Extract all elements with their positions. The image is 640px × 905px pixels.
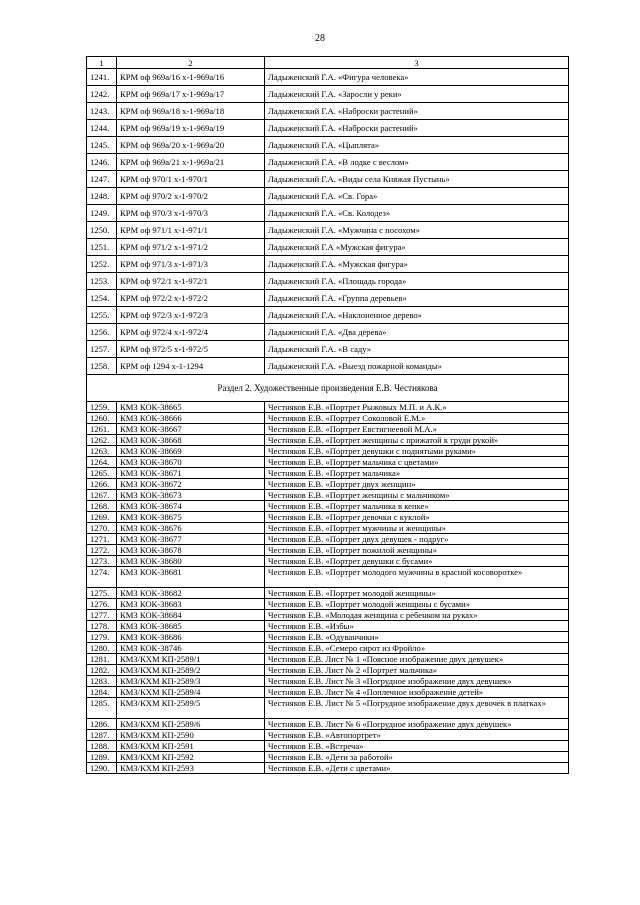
row-number: 1268. — [87, 501, 117, 512]
artwork-description: Честняков Е.В. «Портрет Соколовой Е.М.» — [265, 413, 569, 424]
row-number: 1254. — [87, 290, 117, 307]
inventory-code: КМЗ КОК-38678 — [117, 545, 265, 556]
table-row — [87, 402, 569, 413]
inventory-code: КМЗ КОК-38676 — [117, 523, 265, 534]
row-number: 1280. — [87, 643, 117, 654]
artwork-description: Честняков Е.В. «Встреча» — [265, 741, 569, 752]
artwork-description: Честняков Е.В. «Портрет мальчика» — [265, 468, 569, 479]
row-number: 1273. — [87, 556, 117, 567]
table-row — [87, 632, 569, 643]
header-row — [87, 57, 569, 69]
inventory-code: КМЗ/КХМ КП-2589/2 — [117, 665, 265, 676]
artwork-description: Честняков Е.В. «Одуванчики» — [265, 632, 569, 643]
table-row — [87, 556, 569, 567]
artwork-description: Честняков Е.В. Лист № 3 «Погрудное изображение двух девушек» — [265, 676, 569, 687]
table-row — [87, 69, 569, 86]
row-number: 1263. — [87, 446, 117, 457]
inventory-code: КРМ оф 970/2 х-1-970/2 — [117, 188, 265, 205]
artwork-description: Честняков Е.В. «Портрет мужчины и женщины» — [265, 523, 569, 534]
artwork-description: Ладыженский Г.А. «Св. Гора» — [265, 188, 569, 205]
section-row — [87, 375, 569, 402]
artwork-description: Ладыженский Г.А. «Мужская фигура» — [265, 256, 569, 273]
artwork-description: Честняков Е.В. «Портрет молодого мужчины в красной косоворотке» — [265, 567, 569, 588]
page-number: 28 — [315, 33, 325, 44]
inventory-code: КРМ оф 969а/21 х-1-969а/21 — [117, 154, 265, 171]
artwork-description: Честняков Е.В. «Портрет мальчика с цветами» — [265, 457, 569, 468]
row-number: 1286. — [87, 719, 117, 730]
table-row — [87, 457, 569, 468]
artwork-description: Ладыженский Г.А. «Цыплята» — [265, 137, 569, 154]
row-number: 1276. — [87, 599, 117, 610]
row-number: 1277. — [87, 610, 117, 621]
row-number: 1258. — [87, 358, 117, 375]
inventory-code: КМЗ КОК-38675 — [117, 512, 265, 523]
inventory-code: КМЗ/КХМ КП-2589/6 — [117, 719, 265, 730]
row-number: 1274. — [87, 567, 117, 588]
table-row — [87, 468, 569, 479]
inventory-code: КМЗ КОК-38669 — [117, 446, 265, 457]
inventory-code: КРМ оф 970/1 х-1-970/1 — [117, 171, 265, 188]
inventory-code: КМЗ КОК-38667 — [117, 424, 265, 435]
artwork-description: Честняков Е.В. Лист № 1 «Поясное изображение двух девушек» — [265, 654, 569, 665]
table-row — [87, 290, 569, 307]
row-number: 1275. — [87, 588, 117, 599]
row-number: 1262. — [87, 435, 117, 446]
table-row — [87, 273, 569, 290]
table-row — [87, 621, 569, 632]
table-row — [87, 307, 569, 324]
inventory-code: КМЗ КОК-38672 — [117, 479, 265, 490]
inventory-code: КМЗ КОК-38668 — [117, 435, 265, 446]
row-number: 1255. — [87, 307, 117, 324]
row-number: 1260. — [87, 413, 117, 424]
row-number: 1270. — [87, 523, 117, 534]
artwork-description: Честняков Е.В. «Портрет пожилой женщины» — [265, 545, 569, 556]
artwork-description: Честняков Е.В. «Дети с цветами» — [265, 763, 569, 774]
row-number: 1288. — [87, 741, 117, 752]
inventory-code: КМЗ КОК-38683 — [117, 599, 265, 610]
table-row — [87, 205, 569, 222]
table-row — [87, 341, 569, 358]
inventory-code: КМЗ КОК-38680 — [117, 556, 265, 567]
row-number: 1243. — [87, 103, 117, 120]
row-number: 1244. — [87, 120, 117, 137]
row-number: 1287. — [87, 730, 117, 741]
artwork-description: Честняков Е.В. «Портрет Евстигнеевой М.А.» — [265, 424, 569, 435]
row-number: 1252. — [87, 256, 117, 273]
artwork-description: Ладыженский Г.А. «Площадь города» — [265, 273, 569, 290]
inventory-code: КМЗ/КХМ КП-2590 — [117, 730, 265, 741]
artwork-description: Честняков Е.В. «Портрет Рыжовых М.П. и А.К.» — [265, 402, 569, 413]
table-row — [87, 324, 569, 341]
table-row — [87, 171, 569, 188]
table-row — [87, 512, 569, 523]
artwork-description: Ладыженский Г.А. «Фигура человека» — [265, 69, 569, 86]
table-row — [87, 741, 569, 752]
artwork-description: Ладыженский Г.А «Мужская фигура» — [265, 239, 569, 256]
inventory-code: КМЗ КОК-38746 — [117, 643, 265, 654]
table-row — [87, 752, 569, 763]
row-number: 1256. — [87, 324, 117, 341]
artwork-description: Ладыженский Г.А. «Мужчина с посохом» — [265, 222, 569, 239]
table-row — [87, 665, 569, 676]
artwork-description: Ладыженский Г.А. «Заросли у реки» — [265, 86, 569, 103]
row-number: 1248. — [87, 188, 117, 205]
table-row — [87, 719, 569, 730]
inventory-code: КМЗ/КХМ КП-2592 — [117, 752, 265, 763]
row-number: 1266. — [87, 479, 117, 490]
table-row — [87, 154, 569, 171]
table-row — [87, 446, 569, 457]
inventory-code: КРМ оф 972/4 х-1-972/4 — [117, 324, 265, 341]
table-row — [87, 698, 569, 719]
row-number: 1282. — [87, 665, 117, 676]
artwork-description: Ладыженский Г.А. «Группа деревьев» — [265, 290, 569, 307]
row-number: 1251. — [87, 239, 117, 256]
artwork-description: Ладыженский Г.А. «Два дерева» — [265, 324, 569, 341]
inventory-code: КМЗ КОК-38671 — [117, 468, 265, 479]
inventory-code: КРМ оф 1294 х-1-1294 — [117, 358, 265, 375]
section-title: Раздел 2. Художественные произведения Е.В. Честнякова — [87, 375, 569, 402]
artwork-description: Честняков Е.В. Лист № 6 «Погрудное изображение двух девушек» — [265, 719, 569, 730]
table-body — [87, 57, 569, 774]
artwork-description: Честняков Е.В. «Портрет женщины с мальчиком» — [265, 490, 569, 501]
inventory-code: КМЗ КОК-38681 — [117, 567, 265, 588]
table-row — [87, 424, 569, 435]
row-number: 1271. — [87, 534, 117, 545]
inventory-code: КРМ оф 969а/18 х-1-969а/18 — [117, 103, 265, 120]
row-number: 1283. — [87, 676, 117, 687]
artwork-description: Честняков Е.В. «Избы» — [265, 621, 569, 632]
artwork-description: Ладыженский Г.А. «Выезд пожарной команды» — [265, 358, 569, 375]
table-row — [87, 523, 569, 534]
table-row — [87, 687, 569, 698]
table-row — [87, 534, 569, 545]
row-number: 1259. — [87, 402, 117, 413]
inventory-code: КРМ оф 971/1 х-1-971/1 — [117, 222, 265, 239]
row-number: 1249. — [87, 205, 117, 222]
artwork-description: Честняков Е.В. «Портрет молодой женщины с бусами» — [265, 599, 569, 610]
row-number: 1281. — [87, 654, 117, 665]
artwork-description: Честняков Е.В. «Портрет девушки с поднятыми руками» — [265, 446, 569, 457]
inventory-code: КМЗ/КХМ КП-2589/4 — [117, 687, 265, 698]
artwork-description: Честняков Е.В. «Портрет мальчика в кепке» — [265, 501, 569, 512]
table-row — [87, 435, 569, 446]
artwork-description: Ладыженский Г.А. «Св. Колодез» — [265, 205, 569, 222]
table-row — [87, 599, 569, 610]
row-number: 1285. — [87, 698, 117, 719]
row-number: 1284. — [87, 687, 117, 698]
header-cell-number: 1 — [87, 57, 117, 69]
inventory-code: КМЗ КОК-38685 — [117, 621, 265, 632]
inventory-code: КРМ оф 971/3 х-1-971/3 — [117, 256, 265, 273]
artwork-description: Честняков Е.В. «Автопортрет» — [265, 730, 569, 741]
table-row — [87, 137, 569, 154]
inventory-code: КРМ оф 972/1 х-1-972/1 — [117, 273, 265, 290]
inventory-code: КРМ оф 969а/20 х-1-969а/20 — [117, 137, 265, 154]
table-row — [87, 239, 569, 256]
inventory-code: КМЗ/КХМ КП-2591 — [117, 741, 265, 752]
table-row — [87, 103, 569, 120]
artwork-description: Честняков Е.В. «Семеро сирот из Фройло» — [265, 643, 569, 654]
inventory-code: КМЗ КОК-38674 — [117, 501, 265, 512]
inventory-code: КМЗ КОК-38684 — [117, 610, 265, 621]
row-number: 1269. — [87, 512, 117, 523]
row-number: 1257. — [87, 341, 117, 358]
table-row — [87, 358, 569, 375]
row-number: 1242. — [87, 86, 117, 103]
artwork-description: Ладыженский Г.А. «В лодке с веслом» — [265, 154, 569, 171]
row-number: 1245. — [87, 137, 117, 154]
artwork-description: Ладыженский Г.А. «Наклоненное дерево» — [265, 307, 569, 324]
table-row — [87, 567, 569, 588]
inventory-code: КРМ оф 969а/16 х-1-969а/16 — [117, 69, 265, 86]
artwork-description: Честняков Е.В. «Портрет двух женщин» — [265, 479, 569, 490]
table-row — [87, 676, 569, 687]
artwork-description: Честняков Е.В. Лист № 2 «Портрет мальчика» — [265, 665, 569, 676]
table-row — [87, 413, 569, 424]
header-cell-description: 3 — [265, 57, 569, 69]
row-number: 1289. — [87, 752, 117, 763]
row-number: 1279. — [87, 632, 117, 643]
inventory-code: КМЗ/КХМ КП-2589/5 — [117, 698, 265, 719]
inventory-code: КМЗ/КХМ КП-2589/3 — [117, 676, 265, 687]
inventory-code: КМЗ/КХМ КП-2593 — [117, 763, 265, 774]
inventory-code: КМЗ КОК-38665 — [117, 402, 265, 413]
inventory-code: КМЗ КОК-38686 — [117, 632, 265, 643]
inventory-code: КМЗ КОК-38677 — [117, 534, 265, 545]
table-row — [87, 86, 569, 103]
table-row — [87, 545, 569, 556]
inventory-code: КМЗ КОК-38666 — [117, 413, 265, 424]
artwork-description: Честняков Е.В. «Дети за работой» — [265, 752, 569, 763]
table-row — [87, 588, 569, 599]
row-number: 1278. — [87, 621, 117, 632]
inventory-code: КМЗ КОК-38682 — [117, 588, 265, 599]
artwork-description: Ладыженский Г.А. «Наброски растений» — [265, 120, 569, 137]
row-number: 1267. — [87, 490, 117, 501]
artwork-description: Честняков Е.В. Лист № 5 «Погрудное изображение двух девочек в платках» — [265, 698, 569, 719]
inventory-code: КРМ оф 972/3 х-1-972/3 — [117, 307, 265, 324]
table-row — [87, 501, 569, 512]
inventory-code: КМЗ КОК-38670 — [117, 457, 265, 468]
inventory-code: КМЗ КОК-38673 — [117, 490, 265, 501]
row-number: 1250. — [87, 222, 117, 239]
table-row — [87, 654, 569, 665]
row-number: 1241. — [87, 69, 117, 86]
row-number: 1253. — [87, 273, 117, 290]
artwork-description: Честняков Е.В. «Портрет девочки с куклой» — [265, 512, 569, 523]
inventory-code: КРМ оф 972/5 х-1-972/5 — [117, 341, 265, 358]
row-number: 1247. — [87, 171, 117, 188]
artwork-description: Честняков Е.В. «Портрет женщины с прижатой к груди рукой» — [265, 435, 569, 446]
inventory-code: КРМ оф 969а/19 х-1-969а/19 — [117, 120, 265, 137]
inventory-code: КМЗ/КХМ КП-2589/1 — [117, 654, 265, 665]
inventory-code: КРМ оф 972/2 х-1-972/2 — [117, 290, 265, 307]
header-cell-code: 2 — [117, 57, 265, 69]
artwork-description: Честняков Е.В. Лист № 4 «Поплечное изображение детей» — [265, 687, 569, 698]
table-row — [87, 256, 569, 273]
table-row — [87, 188, 569, 205]
inventory-table — [86, 56, 569, 774]
row-number: 1272. — [87, 545, 117, 556]
artwork-description: Ладыженский Г.А. «Наброски растений» — [265, 103, 569, 120]
table-row — [87, 610, 569, 621]
artwork-description: Честняков Е.В. «Портрет девушки с бусами» — [265, 556, 569, 567]
artwork-description: Ладыженский Г.А. «Виды села Княжая Пустынь» — [265, 171, 569, 188]
artwork-description: Честняков Е.В. «Портрет двух девушек - подруг» — [265, 534, 569, 545]
table-row — [87, 120, 569, 137]
row-number: 1246. — [87, 154, 117, 171]
row-number: 1264. — [87, 457, 117, 468]
table-row — [87, 730, 569, 741]
inventory-code: КРМ оф 970/3 х-1-970/3 — [117, 205, 265, 222]
table-row — [87, 222, 569, 239]
row-number: 1265. — [87, 468, 117, 479]
inventory-code: КРМ оф 971/2 х-1-971/2 — [117, 239, 265, 256]
artwork-description: Честняков Е.В. «Молодая женщина с ребенком на руках» — [265, 610, 569, 621]
artwork-description: Ладыженский Г.А. «В саду» — [265, 341, 569, 358]
inventory-code: КРМ оф 969а/17 х-1-969а/17 — [117, 86, 265, 103]
table-row — [87, 490, 569, 501]
table-row — [87, 763, 569, 774]
table-row — [87, 479, 569, 490]
row-number: 1261. — [87, 424, 117, 435]
table-row — [87, 643, 569, 654]
artwork-description: Честняков Е.В. «Портрет молодой женщины» — [265, 588, 569, 599]
row-number: 1290. — [87, 763, 117, 774]
